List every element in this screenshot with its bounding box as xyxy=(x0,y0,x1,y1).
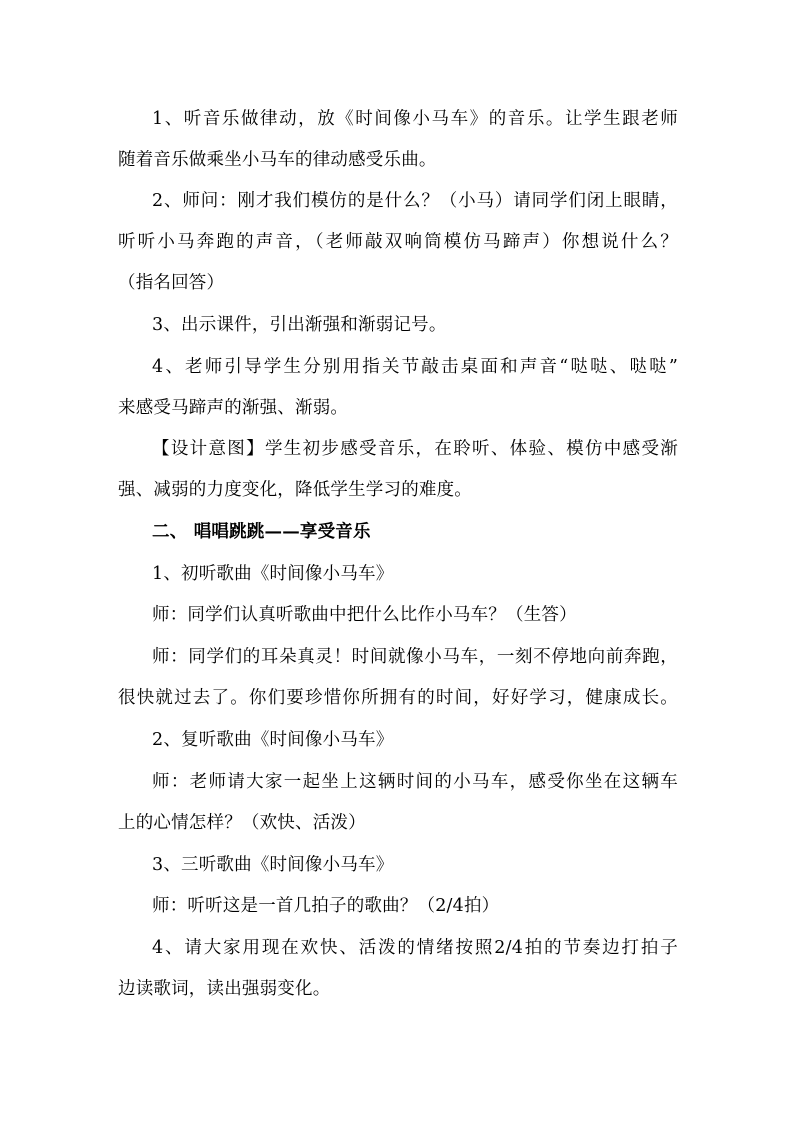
design-intent-line: 强、减弱的力度变化，降低学生学习的难度。 xyxy=(118,480,472,500)
paragraph-line: 4、请大家用现在欢快、活泼的情绪按照2/4拍的节奏边打拍子 xyxy=(152,938,678,958)
paragraph-line: 上的心情怎样？（欢快、活泼） xyxy=(118,813,366,833)
paragraph-line: 师：听听这是一首几拍子的歌曲？（2/4拍） xyxy=(152,896,500,916)
paragraph-line: 2、师问：刚才我们模仿的是什么？（小马）请同学们闭上眼睛， xyxy=(152,191,678,211)
design-intent-line: 【设计意图】学生初步感受音乐，在聆听、体验、模仿中感受渐 xyxy=(152,439,678,459)
paragraph-line: 听听小马奔跑的声音，（老师敲双响筒模仿马蹄声）你想说什么？ xyxy=(118,232,678,252)
paragraph-line: 师：同学们认真听歌曲中把什么比作小马车？（生答） xyxy=(152,605,577,625)
paragraph-line: 1、听音乐做律动，放《时间像小马车》的音乐。让学生跟老师 xyxy=(152,109,678,129)
paragraph-line: 3、三听歌曲《时间像小马车》 xyxy=(152,855,394,875)
paragraph-line: 师：老师请大家一起坐上这辆时间的小马车，感受你坐在这辆车 xyxy=(152,772,678,792)
paragraph-line: 4、老师引导学生分别用指关节敲击桌面和声音“哒哒、哒哒” xyxy=(152,357,678,377)
paragraph-line: 很快就过去了。你们要珍惜你所拥有的时间，好好学习，健康成长。 xyxy=(118,688,678,708)
paragraph-line: 师：同学们的耳朵真灵！时间就像小马车，一刻不停地向前奔跑， xyxy=(152,647,678,667)
paragraph-line: （指名回答） xyxy=(118,273,225,293)
paragraph-line: 随着音乐做乘坐小马车的律动感受乐曲。 xyxy=(118,150,437,170)
paragraph-line: 2、复听歌曲《时间像小马车》 xyxy=(152,730,394,750)
section-heading: 二、 唱唱跳跳——享受音乐 xyxy=(152,522,371,542)
paragraph-line: 3、出示课件，引出渐强和渐弱记号。 xyxy=(152,315,447,335)
paragraph-line: 1、初听歌曲《时间像小马车》 xyxy=(152,564,394,584)
paragraph-line: 来感受马蹄声的渐强、渐弱。 xyxy=(118,398,349,418)
paragraph-line: 边读歌词，读出强弱变化。 xyxy=(118,979,331,999)
